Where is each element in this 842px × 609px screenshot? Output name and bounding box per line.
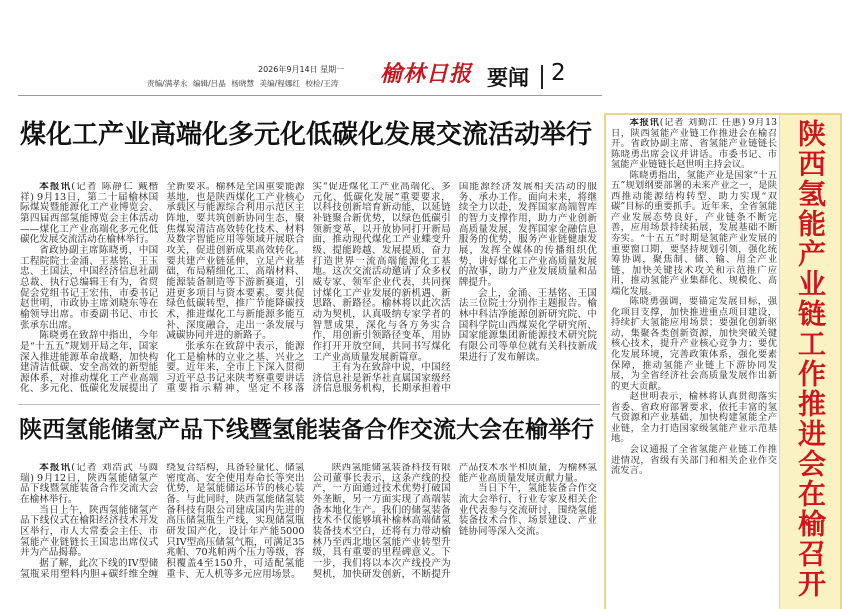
article-body [20,182,597,398]
sidebar-headline[interactable]: 陕西氢能产业链工作推进会在榆召开 [794,119,827,599]
article-byline: (记者 刘勤江 任惠) [659,118,746,128]
article-paragraph: 陈晓勇强调，要锚定发展目标，强化项目支撑，加快推进重点项目建设，持续扩大氢能应用场景；要强化创新驱动，集聚各类创新资源，加快突破关键核心技术，提升产业核心竞争力；要优化发展环境，完善政策体系，强化要素保障，推动氢能产业链上下游协同发展，为全省经济社会高质量发展作出新的更大贡献。 [611,296,777,392]
article-lead [611,118,777,171]
article-paragraph: 省政协副主席陈晓勇，中国工程院院士金涌、王基铭、王玉忠、王国法，中国经济信息社副总裁、执行总编辑王有为，省贸促会党组书记王宏伟，市委书记赵世明，市政协主席刘晓东等在榆领导出席。市委副书记、市长张承东出席。 [20,244,159,331]
article-paragraph: 张承东在致辞中表示，能源化工是榆林的立业之基、兴业之要。近年来，全市上下深入贯彻习近平总书记来陕考察重要讲话重要指示精神，坚定不移落实“促进煤化工产业高端化、多元化、低碳化发展”重要要求，以科技创新培育新动能，以延链补链聚合新优势，以绿色低碳引领新变革，以开放协同打开新局面，推动现代煤化工产业蝶变升级、提能跨越、发展提质，奋力打造世界一流高端能源化工基地。这次交流活动邀请了众多权威专家、领军企业代表，共同探讨煤化工产业发展的新机遇、新思路、新路径。榆林将以此次活动为契机，认真吸纳专家学者的智慧成果，深化与各方务实合作，用创新引领路径变革，用协作打开开放空间，共同书写煤化工产业高质量发展新篇章。 [166,182,451,395]
article-paragraph: 陈晓勇指出，氢能产业是国家“十五五”规划纲要部署的未来产业之一，是陕西推动能源结构转型、助力实现“双碳”目标的重要抓手。近年来，全省氢能产业发展态势良好，产业链条不断完善，应用场景持续拓展，发展基础不断夯实。“十五五”时期是氢能产业发展的重要窗口期，要坚持规划引领，强化统筹协调，聚焦制、储、输、用全产业链，加快关键技术攻关和示范推广应用，推动氢能产业集群化、规模化、高端化发展。 [611,169,777,297]
lead-text: 9月13日，陕西氢能产业链工作推进会在榆召开。省政协副主席、省氢能产业链链长陈晓勇出席会议并讲话。市委书记、市氢能产业链链长赵世明主持会议。 [611,118,777,171]
article-paragraph: 据了解，此次下线的IV型储氢瓶采用塑料内胆+碳纤维全缠绕复合结构，具备轻量化、储氢密度高、安全使用寿命长等突出优势，是氢能储运环节的核心装备。与此同时，陕西氢能储氢装备科技有限公司建成国内先进的高压储氢瓶生产线，实现储氢瓶研发国产化，设计年产能5000只IV型高压储氢气瓶，可满足35兆帕、70兆帕两个压力等级，容积覆盖4至150升，可适配氢能重卡、无人机等多元应用场景。 [20,463,305,580]
article-byline: (记者 陈静仁 戴楷祥) [20,182,159,203]
article-byline: (记者 刘浩武 马圆瑞) [20,463,159,484]
article-separator [18,404,600,405]
article-lead [20,182,158,246]
editors-credit: 责编/满孝永 编辑/吕晶 杨晓慧 美编/程娜红 校检/王涛 [147,79,339,88]
article-paragraph: 会上，金涌、王基铭、王国法三位院士分别作主题报告。榆林中科洁净能源创新研究院、中国科学院山西煤炭化学研究所、国家能源集团新能源技术研究院有限公司等单位就有关科技新成果进行了发布解读。 [458,287,597,363]
sidebar-body [611,118,777,609]
article-paragraph: 王有为在致辞中说，中国经济信息社是新华社直属国家级经济信息服务机构，长期承担着中国能源经济发展相关活动的服务、承办工作。面向未来，将继续全力以赴，发挥国家高端智库的智力支撑作用，助力产业创新高质量发展，发挥国家金融信息服务的优势，服务产业链健康发展，发挥全媒体的传播组织优势，讲好煤化工产业高质量发展的故事，助力产业发展质量和品牌提升。 [312,182,597,395]
article-paragraph: 会议通报了全省氢能产业链工作推进情况，省级有关部门和相关企业作交流发言。 [611,443,777,477]
newspaper-logo: 榆林日报 [380,61,473,87]
article-headline[interactable]: 煤化工产业高端化多元化低碳化发展交流活动举行 [20,120,593,150]
lead-text: 9月12日，陕西氢能储氢产品下线暨氢能装备合作交流大会在榆林举行。 [20,472,159,505]
dateline-tag: 本报讯 [39,463,72,473]
sidebar-article-hydrogen-chain-meeting[interactable] [604,113,842,609]
header-divider [541,65,543,89]
article-paragraph: 赵世明表示，榆林将认真贯彻落实省委、省政府部署要求，依托丰富的氢气资源和产业基础，加快构建氢能全产业链，全力打造国家级氢能产业示范基地。 [611,391,777,445]
issue-date: 2026年9月14日 星期一 [258,65,345,74]
article-paragraph: 陈晓勇在致辞中指出，今年是“十五五”规划开局之年，国家深入推进能源革命战略，加快构建清洁低碳、安全高效的新型能源体系，对推动煤化工产业高端化、多元化、低碳化发展提出了全新要求。榆林是全国重要能源基地，也是陕西煤化工产业核心承载区与能源综合利用示范区主阵地，要共筑创新协同生态，聚焦煤炭清洁高效转化技术、材料及数字智能应用等领域开展联合攻关，促进创新成果高效转化。要共建产业链延伸，立足产业基础，布局精细化工、高端材料、能源装备制造等下游新赛道，引进更多项目与资本要素。要共促绿色低碳转型，推广节能降碳技术，推进煤化工与新能源多能互补、深度融合，走出一条发展与减碳协同并进的新路子。 [20,182,305,395]
section-title: 要闻 [487,66,529,90]
article-paragraph: 当日下午，氢能装备合作交流大会举行，行业专家及相关企业代表参与交流研讨，围绕氢能装备技术合作、场景建设、产业链协同等深入交流。 [458,483,597,537]
dateline-tag: 本报讯 [629,118,660,128]
lead-text: 9月13日，第二十届榆林国际煤炭暨能源化工产业博览会、第四届西部氢能博览会主体活动——煤化工产业高端化多元化低碳化发展交流活动在榆林举行。 [20,191,159,246]
header-rule [18,95,602,96]
article-paragraph: 陕西氢能储氢装备科技有限公司董事长表示，这条产线的投产，一方面通过技术优势打破国外垄断，另一方面实现了高端装备本地化生产。我们的储氢装备技术不仅能够填补榆林高端储氢装备技术空白，还将有力带动榆林乃至西北地区氢能产业转型升级，具有重要的里程碑意义。下一步，我们将以本次产线投产为契机，加快研发创新，不断提升产品技术水平和质量，为榆林氢能产业高质量发展贡献力量。 [312,463,597,580]
article-headline[interactable]: 陕西氢能储氢产品下线暨氢能装备合作交流大会在榆举行 [19,417,594,443]
dateline-tag: 本报讯 [39,182,72,192]
page-number: 2 [551,60,566,86]
sidebar-title-column [779,115,840,609]
article-body [20,463,597,585]
article-lead [20,463,158,506]
article-paragraph: 当日上午，陕西氢能储氢产品下线仪式在榆阳经济技术开发区举行，市人大常委会主任、市氢能产业链链长王国忠出席仪式并为产品揭幕。 [20,504,159,559]
